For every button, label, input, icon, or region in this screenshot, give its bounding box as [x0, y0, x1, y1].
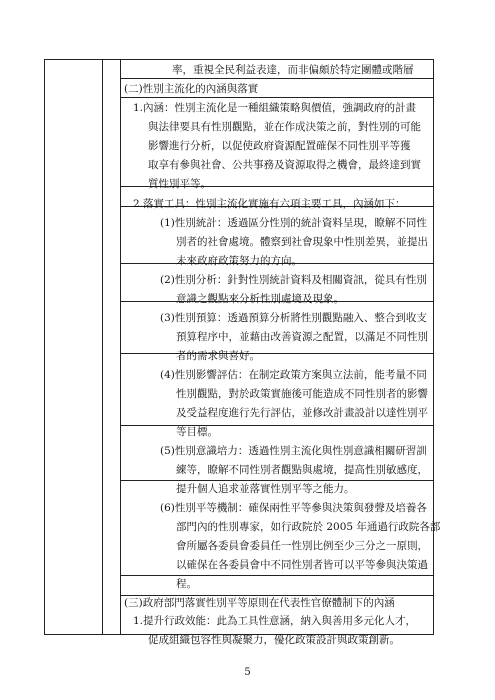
row-divider	[120, 78, 433, 79]
column-divider	[120, 60, 121, 634]
text-line: 1.提升行政效能：此為工具性意涵，納入與善用多元化人才，	[133, 615, 417, 627]
text-line: (3)性別預算：透過預算分析將性別觀點融入、整合到收支	[160, 312, 427, 324]
text-line: 未來政府政策努力的方向。	[176, 255, 302, 267]
text-line: 等目標。	[176, 426, 218, 438]
text-line: 影響進行分析，以促使政府資源配置確保不同性別平等獲	[148, 140, 411, 152]
row-divider	[120, 575, 433, 576]
text-line: 別者的社會處境。體察到社會現象中性別差異，並提出	[176, 236, 428, 248]
text-line: (1)性別統計：透過區分性別的統計資料呈現，瞭解不同性	[160, 217, 427, 229]
text-line: 性別觀點，對於政策實施後可能造成不同性別者的影響	[176, 388, 428, 400]
text-line: 促成組織包容性與凝聚力，優化政策設計與政策創新。	[148, 634, 400, 646]
text-line: (2)性別分析：針對性別統計資料及相關資訊，從具有性別	[160, 274, 427, 286]
text-line: (4)性別影響評估：在制定政策方案與立法前，能考量不同	[160, 369, 427, 381]
text-line: 會所屬各委員會委員任一性別比例至少三分之一原則，	[176, 540, 428, 552]
text-line: 意識之觀點來分析性別處境及現象。	[176, 293, 344, 305]
column-divider	[102, 60, 103, 634]
text-line: 程。	[176, 578, 197, 590]
row-divider	[120, 595, 433, 596]
text-line: 取享有參與社會、公共事務及資源取得之機會，最終達到實	[148, 159, 421, 171]
row-divider	[120, 480, 433, 481]
text-line: 預算程序中，並藉由改善資源之配置，以滿足不同性別	[176, 331, 428, 343]
text-line: 2.落實工具：性別主流化實施有六項主要工具，內涵如下：	[133, 198, 406, 210]
text-line: 1.內涵：性別主流化是一種組織策略與價值，強調政府的計畫	[133, 102, 417, 114]
text-line: 及受益程度進行先行評估，並修改計畫設計以達性別平	[176, 407, 428, 419]
text-line: 與法律要具有性別觀點，並在作成決策之前，對性別的可能	[148, 121, 421, 133]
row-divider	[120, 97, 433, 98]
text-line: 率，重視全民利益表達，而非偏頗於特定團體或階層	[172, 64, 414, 76]
text-line: 練等，瞭解不同性別者觀點與處境，提高性別敏感度，	[176, 464, 428, 476]
text-line: 質性別平等。	[148, 178, 211, 190]
text-line: (6)性別平等機制：確保兩性平等參與決策與發聲及培養各	[160, 502, 427, 514]
text-line: 以確保在各委員會中不同性別者皆可以平等參與決策過	[176, 559, 428, 571]
text-line: 提升個人追求並落實性別平等之能力。	[176, 483, 355, 495]
text-line: (5)性別意識培力：透過性別主流化與性別意識相關研習訓	[160, 445, 427, 457]
section-heading: (二)性別主流化的內涵與落實	[124, 83, 259, 95]
section-heading: (三)政府部門落實性別平等原則在代表性官僚體制下的內涵	[124, 597, 395, 609]
text-line: 部門內的性別專家，如行政院於 2005 年通過行政院各部	[176, 521, 441, 533]
text-line: 者的需求與喜好。	[176, 350, 260, 362]
row-divider	[120, 353, 433, 354]
row-divider	[120, 425, 433, 426]
page-number: 5	[244, 667, 251, 678]
